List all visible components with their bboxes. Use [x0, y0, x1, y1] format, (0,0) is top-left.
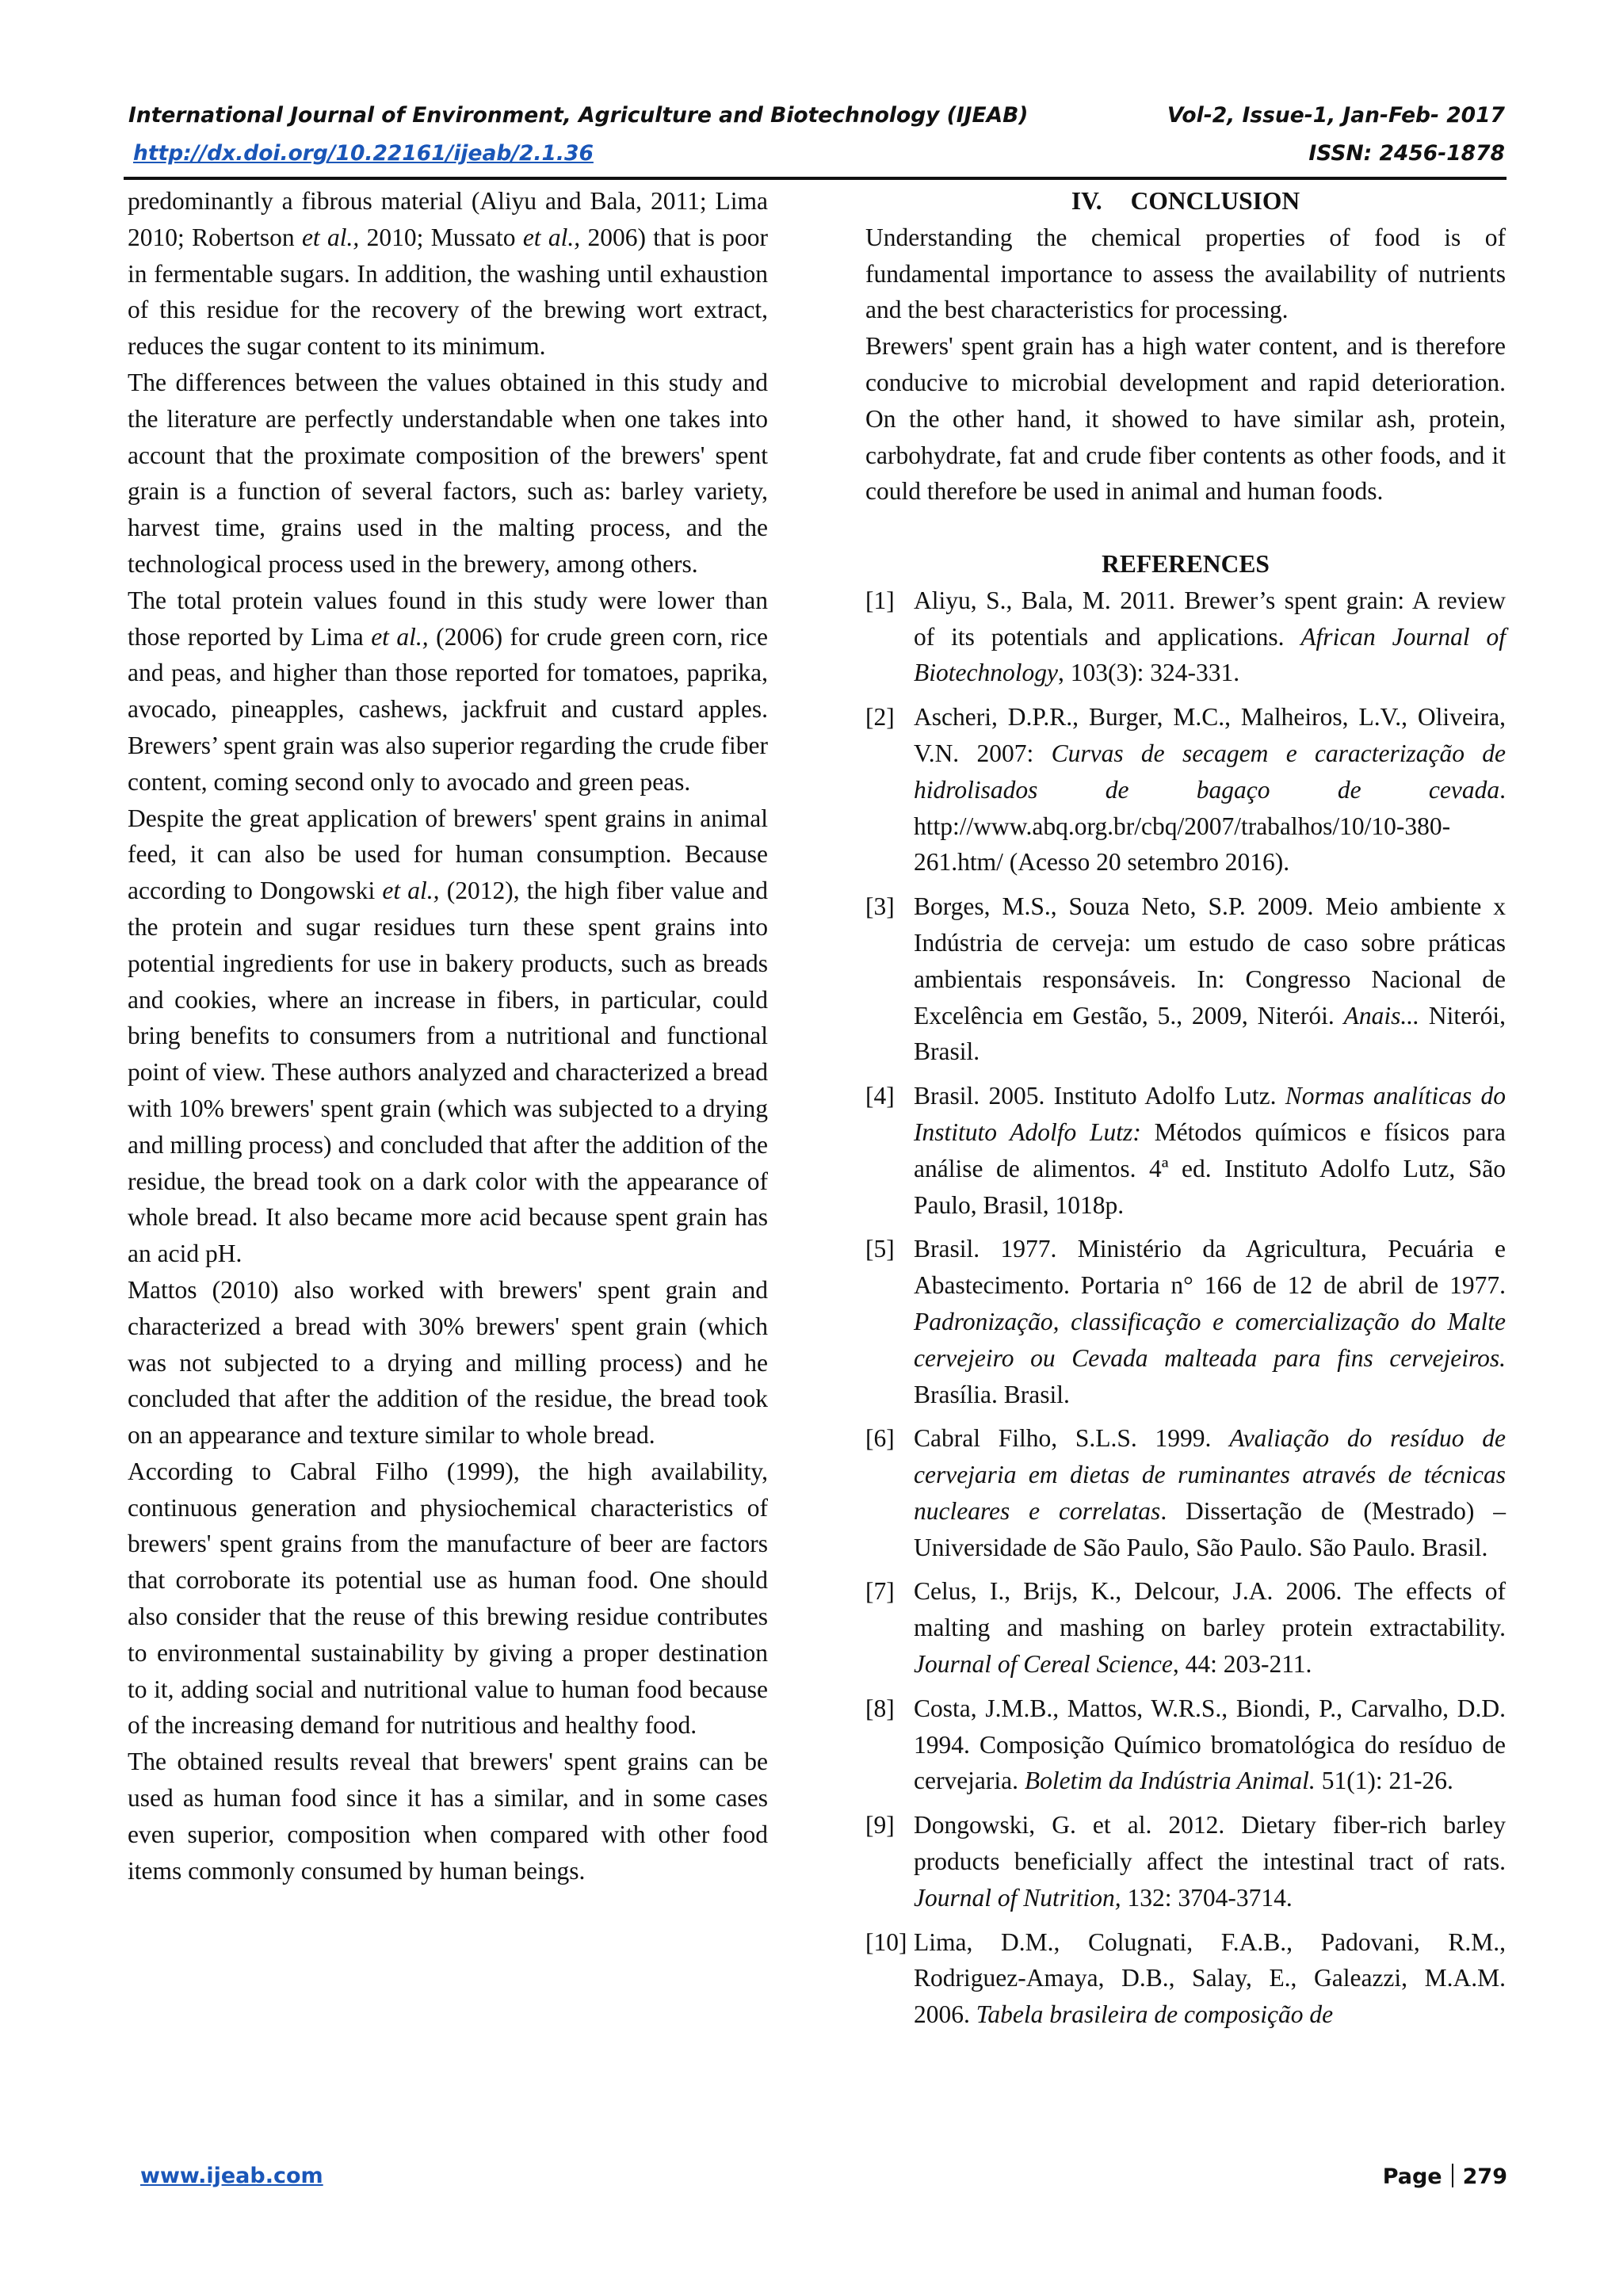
- reference-item: [865, 888, 1506, 1070]
- right-column: [865, 183, 1506, 2033]
- reference-text: Dongowski, G. et al. 2012. Dietary fiber-rich barley products beneficially affect the intestinal tract of rats. Journal of Nutrition, 132: 3704-3714.: [914, 1811, 1506, 1912]
- section-title: CONCLUSION: [1130, 187, 1300, 215]
- left-column: [128, 183, 768, 1889]
- header-rule: [124, 177, 1507, 180]
- reference-item: [865, 1924, 1506, 2033]
- issn: ISSN: 2456-1878: [1308, 141, 1505, 166]
- reference-number: [8]: [865, 1694, 895, 1722]
- footer-page: [1383, 2164, 1507, 2189]
- reference-text: Lima, D.M., Colugnati, F.A.B., Padovani, R.M., Rodriguez-Amaya, D.B., Salay, E., Galeazzi, M.A.M. 2006. Tabela brasileira de composição de: [914, 1927, 1506, 2029]
- section-heading-conclusion: [865, 183, 1506, 220]
- reference-text: Costa, J.M.B., Mattos, W.R.S., Biondi, P., Carvalho, D.D. 1994. Composição Químico bromatológica do resíduo de cervejaria. Boletim da Indústria Animal. 51(1): 21-26.: [914, 1694, 1506, 1795]
- page-separator: [1452, 2164, 1453, 2187]
- reference-text: Borges, M.S., Souza Neto, S.P. 2009. Meio ambiente x Indústria de cerveja: um estudo de caso sobre práticas ambientais responsáveis. In: Congresso Nacional de Excelência em Gestão, 5., 2009, Niterói. Anais... Niterói, Brasil.: [914, 892, 1506, 1066]
- body-paragraph: Mattos (2010) also worked with brewers' spent grain and characterized a bread with 30% brewers' spent grain (which was not subjected to a drying and milling process) and he concluded that after the addition of the residue, the bread took on an appearance and texture similar to whole bread.: [128, 1275, 768, 1450]
- reference-text: Brasil. 2005. Instituto Adolfo Lutz. Normas analíticas do Instituto Adolfo Lutz: Métodos químicos e físicos para análise de alimentos. 4ª ed. Instituto Adolfo Lutz, São Paulo, Brasil, 1018p.: [914, 1082, 1507, 1219]
- reference-item: [865, 1573, 1506, 1682]
- journal-title: International Journal of Environment, Agriculture and Biotechnology (IJEAB): [128, 103, 1029, 128]
- reference-text: Brasil. 1977. Ministério da Agricultura, Pecuária e Abastecimento. Portaria n° 166 de 12 de abril de 1977. Padronização, classificação e comercialização do Malte cervejeiro ou Cevada malteada para fins cervejeiros. Brasília. Brasil.: [914, 1235, 1506, 1408]
- reference-item: [865, 699, 1506, 881]
- reference-item: [865, 583, 1506, 691]
- reference-text: Aliyu, S., Bala, M. 2011. Brewer’s spent grain: A review of its potentials and applications. African Journal of Biotechnology, 103(3): 324-331.: [914, 586, 1506, 687]
- page-label: Page: [1382, 2164, 1442, 2189]
- reference-text: Celus, I., Brijs, K., Delcour, J.A. 2006. The effects of malting and mashing on barley protein extractability. Journal of Cereal Science, 44: 203-211.: [914, 1577, 1506, 1679]
- references-heading: REFERENCES: [1102, 549, 1270, 578]
- reference-number: [2]: [865, 703, 895, 732]
- body-paragraph: According to Cabral Filho (1999), the high availability, continuous generation and physiochemical characteristics of brewers' spent grains from the manufacture of beer are factors that corroborate its potential use as human food. One should also consider that the reuse of this brewing residue contributes to environmental sustainability by giving a proper destination to it, adding social and nutritional value to human food because of the increasing demand for nutritious and healthy food.: [128, 1457, 768, 1740]
- body-paragraph: The total protein values found in this study were lower than those reported by Lima et al., (2006) for crude green corn, rice and peas, and higher than those reported for tomatoes, paprika, avocado, pineapples, cashews, jackfruit and custard apples. Brewers’ spent grain was also superior regarding the crude fiber content, coming second only to avocado and green peas.: [128, 586, 768, 796]
- volume-issue: Vol-2, Issue-1, Jan-Feb- 2017: [1167, 103, 1505, 128]
- reference-number: [7]: [865, 1577, 895, 1606]
- reference-number: [5]: [865, 1235, 895, 1263]
- reference-number: [1]: [865, 586, 895, 614]
- reference-item: [865, 1690, 1506, 1799]
- reference-item: [865, 1420, 1506, 1565]
- body-paragraph: Despite the great application of brewers' spent grains in animal feed, it can also be used for human consumption. Because according to Dongowski et al., (2012), the high fiber value and the protein and sugar residues turn these spent grains into potential ingredients for use in bakery products, such as breads and cookies, where an increase in fibers, in particular, could bring benefits to consumers from a nutritional and functional point of view. These authors analyzed and characterized a bread with 10% brewers' spent grain (which was subjected to a drying and milling process) and concluded that after the addition of the residue, the bread took on a dark color with the appearance of whole bread. It also became more acid because spent grain has an acid pH.: [128, 804, 768, 1268]
- reference-number: [4]: [865, 1082, 895, 1110]
- reference-number: [6]: [865, 1424, 895, 1453]
- reference-item: [865, 1078, 1506, 1223]
- section-number: IV.: [1071, 187, 1102, 215]
- reference-text: Cabral Filho, S.L.S. 1999. Avaliação do resíduo de cervejaria em dietas de ruminantes através de técnicas nucleares e correlatas. Dissertação de (Mestrado) – Universidade de São Paulo, São Paulo. São Paulo. Brasil.: [914, 1424, 1506, 1561]
- reference-list: [865, 583, 1506, 2033]
- reference-number: [9]: [865, 1811, 895, 1839]
- body-paragraph: The obtained results reveal that brewers' spent grains can be used as human food since it has a similar, and in some cases even superior, composition when compared with other food items commonly consumed by human beings.: [128, 1748, 768, 1885]
- page-number: 279: [1462, 2164, 1507, 2189]
- body-paragraph: predominantly a fibrous material (Aliyu and Bala, 2011; Lima 2010; Robertson et al., 2010; Mussato et al., 2006) that is poor in fermentable sugars. In addition, the washing until exhaustion of this residue for the recovery of the brewing wort extract, reduces the sugar content to its minimum.: [128, 187, 768, 361]
- footer-website-link[interactable]: www.ijeab.com: [140, 2164, 323, 2188]
- reference-number: [3]: [865, 892, 895, 921]
- reference-item: [865, 1231, 1506, 1412]
- doi-link[interactable]: http://dx.doi.org/10.22161/ijeab/2.1.36: [133, 141, 594, 166]
- conclusion-paragraph: Brewers' spent grain has a high water content, and is therefore conducive to microbial development and rapid deterioration. On the other hand, it showed to have similar ash, protein, carbohydrate, fat and crude fiber contents as other foods, and it could therefore be used in animal and human foods.: [865, 332, 1506, 506]
- reference-text: Ascheri, D.P.R., Burger, M.C., Malheiros, L.V., Oliveira, V.N. 2007: Curvas de secagem e caracterização de hidrolisados de bagaço de cevada. http://www.abq.org.br/cbq/2007/trabalhos/10/10-380-261.htm/ (Acesso 20 setembro 2016).: [914, 703, 1506, 877]
- conclusion-paragraph: Understanding the chemical properties of food is of fundamental importance to assess the availability of nutrients and the best characteristics for processing.: [865, 223, 1506, 324]
- reference-number: [10]: [865, 1927, 907, 1956]
- reference-item: [865, 1807, 1506, 1916]
- body-paragraph: The differences between the values obtained in this study and the literature are perfectly understandable when one takes into account that the proximate composition of the brewers' spent grain is a function of several factors, such as: barley variety, harvest time, grains used in the malting process, and the technological process used in the brewery, among others.: [128, 368, 768, 578]
